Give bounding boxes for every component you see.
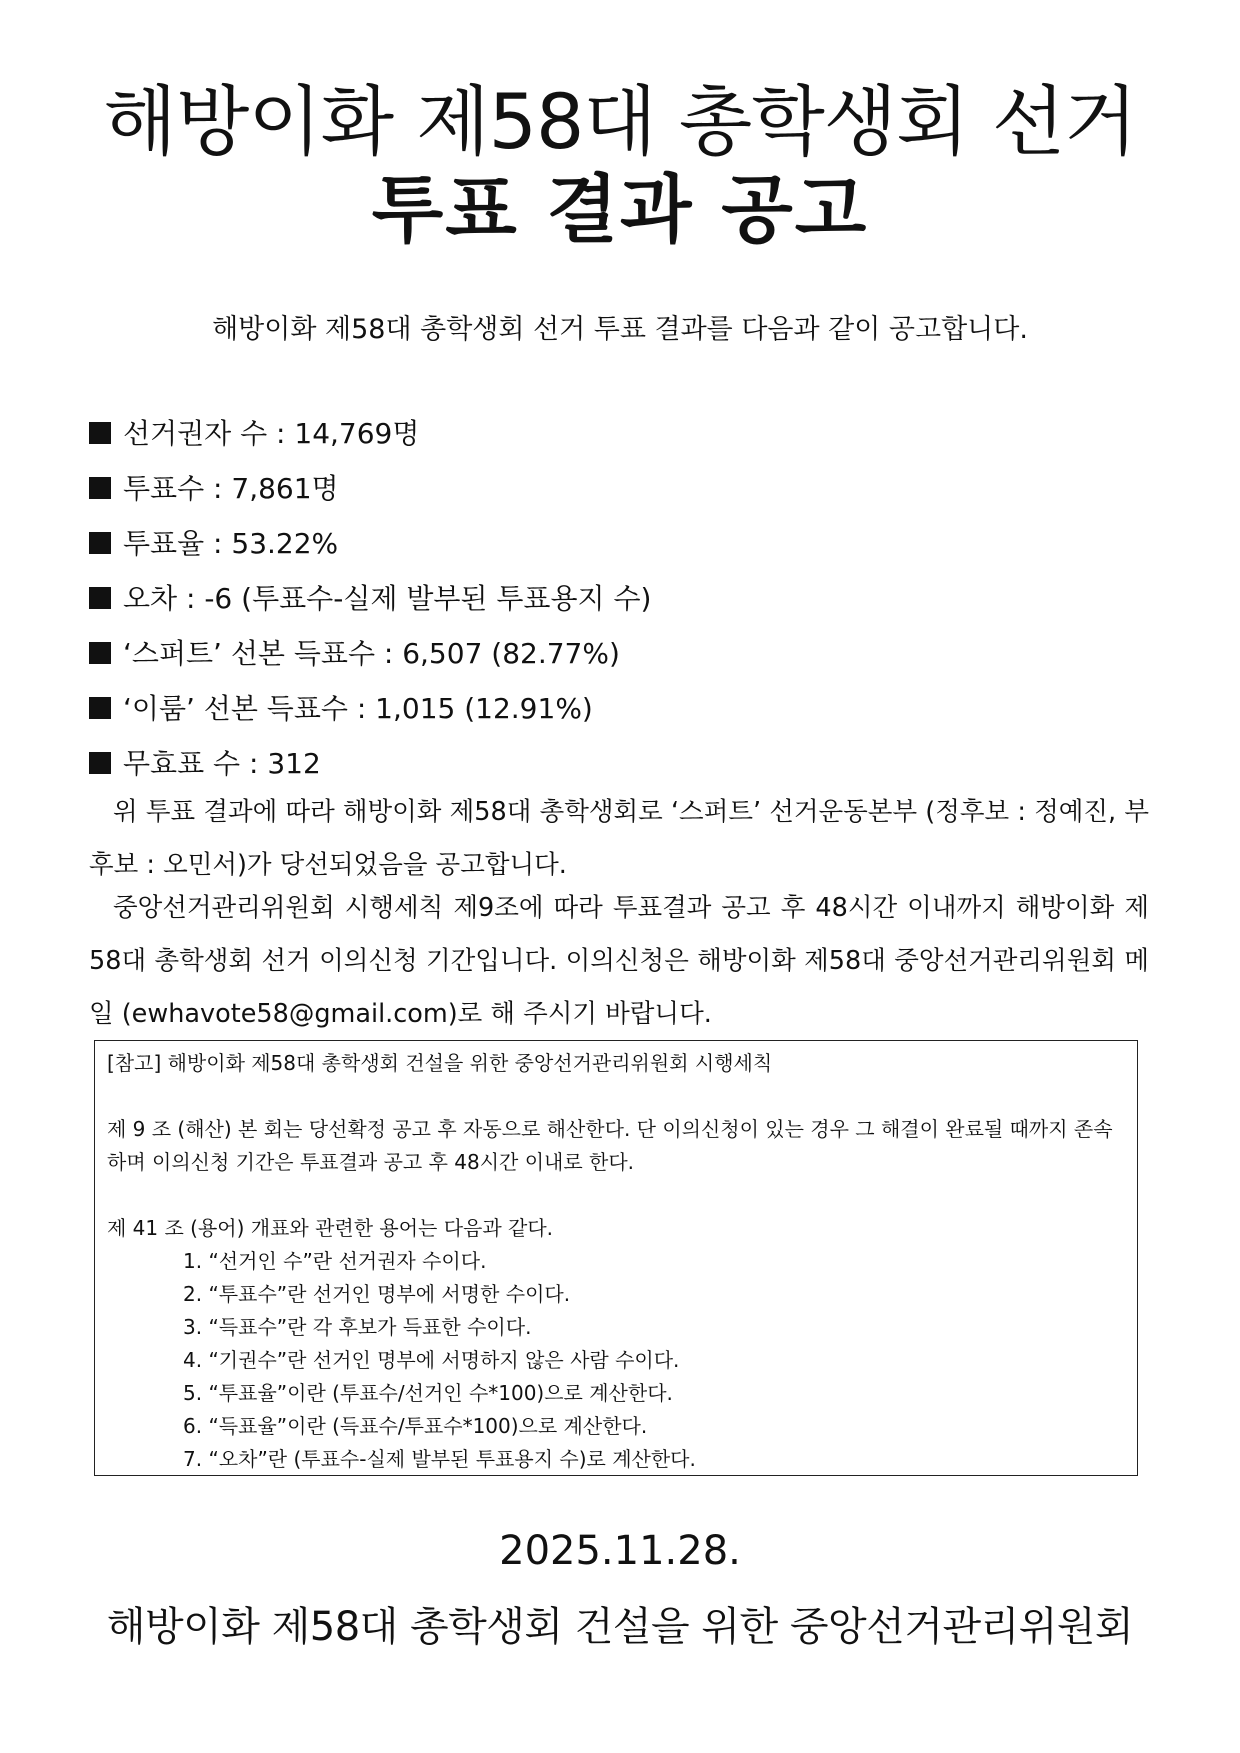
square-bullet-icon <box>89 422 111 444</box>
stat-invalid-votes: 무효표 수 : 312 <box>89 736 1149 791</box>
term-item: 3. “득표수”란 각 후보가 득표한 수이다. <box>183 1315 532 1339</box>
square-bullet-icon <box>89 642 111 664</box>
square-bullet-icon <box>89 697 111 719</box>
title-line-1: 해방이화 제58대 총학생회 선거 <box>103 77 1137 166</box>
term-item: 2. “투표수”란 선거인 명부에 서명한 수이다. <box>183 1282 571 1306</box>
article-41: 제 41 조 (용어) 개표와 관련한 용어는 다음과 같다. <box>107 1216 554 1240</box>
stat-eligible-voters: 선거권자 수 : 14,769명 <box>89 406 1149 461</box>
term-item: 4. “기권수”란 선거인 명부에 서명하지 않은 사람 수이다. <box>183 1348 680 1372</box>
objection-paragraph: 중앙선거관리위원회 시행세칙 제9조에 따라 투표결과 공고 후 48시간 이내까지 해방이화 제58대 총학생회 선거 이의신청 기간입니다. 이의신청은 해방이화 제58대 중앙선거관리위원회 메일 (ewhavote58@gmail.com)로 해 주시기 바랍니다. <box>89 893 1149 1029</box>
result-paragraph: 위 투표 결과에 따라 해방이화 제58대 총학생회로 ‘스퍼트’ 선거운동본부 (정후보 : 정예진, 부후보 : 오민서)가 당선되었음을 공고합니다. <box>89 797 1149 880</box>
stat-error: 오차 : -6 (투표수-실제 발부된 투표용지 수) <box>89 571 1149 626</box>
square-bullet-icon <box>89 752 111 774</box>
term-item: 1. “선거인 수”란 선거권자 수이다. <box>183 1249 487 1273</box>
stat-sprint-votes: ‘스퍼트’ 선본 득표수 : 6,507 (82.77%) <box>89 626 1149 681</box>
stat-votes-cast: 투표수 : 7,861명 <box>89 461 1149 516</box>
stat-irum-votes: ‘이룸’ 선본 득표수 : 1,015 (12.91%) <box>89 681 1149 736</box>
notice-date: 2025.11.28. <box>499 1528 741 1574</box>
term-item: 6. “득표율”이란 (득표수/투표수*100)으로 계산한다. <box>183 1414 648 1438</box>
stat-turnout: 투표율 : 53.22% <box>89 516 1149 571</box>
reference-heading: [참고] 해방이화 제58대 총학생회 건설을 위한 중앙선거관리위원회 시행세칙 <box>107 1051 773 1075</box>
reference-box <box>94 1040 1138 1476</box>
square-bullet-icon <box>89 477 111 499</box>
intro-sentence: 해방이화 제58대 총학생회 선거 투표 결과를 다음과 같이 공고합니다. <box>212 314 1028 345</box>
issuer-name: 해방이화 제58대 총학생회 건설을 위한 중앙선거관리위원회 <box>106 1604 1134 1650</box>
title-line-2: 투표 결과 공고 <box>371 167 869 253</box>
stats-list <box>89 406 1149 791</box>
term-item: 7. “오차”란 (투표수-실제 발부된 투표용지 수)로 계산한다. <box>183 1447 696 1471</box>
term-item: 5. “투표율”이란 (투표수/선거인 수*100)으로 계산한다. <box>183 1381 673 1405</box>
square-bullet-icon <box>89 532 111 554</box>
square-bullet-icon <box>89 587 111 609</box>
article-9: 제 9 조 (해산) 본 회는 당선확정 공고 후 자동으로 해산한다. 단 이의신청이 있는 경우 그 해결이 완료될 때까지 존속하며 이의신청 기간은 투표결과 공고 후 48시간 이내로 한다. <box>107 1117 1113 1174</box>
